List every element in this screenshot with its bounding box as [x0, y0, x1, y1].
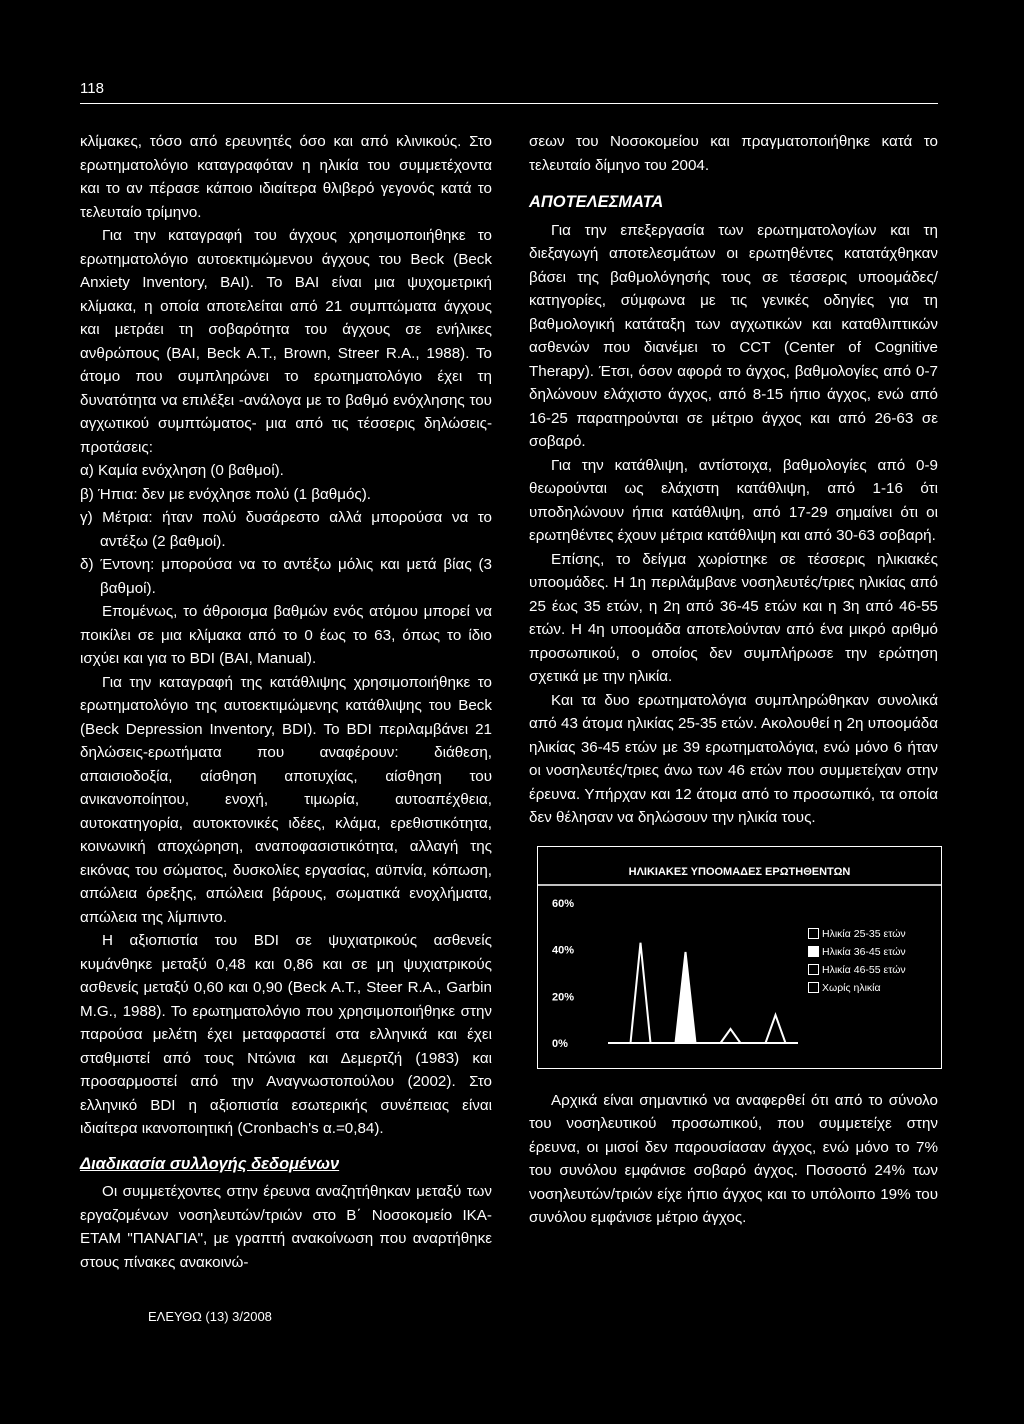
- y-tick-label: 0%: [552, 1037, 568, 1050]
- section-heading: ΑΠΟΤΕΛΕΣΜΑΤΑ: [529, 193, 664, 211]
- paragraph: Για την καταγραφή του άγχους χρησιμοποιήθηκε το ερωτηματολόγιο αυτοεκτιμώμενου άγχους του Beck (Beck Anxiety Inventory, BAI). Το BAI είναι μια ψυχομετρική κλίμακα, η οποία αποτελείται από 21 συμπτώματα άγχους και μετράει τη σοβαρότητα του άγχους σε ενήλικες ανθρώπους (BAI, Beck A.T., Brown, Streer R.A., 1988). Το άτομο που συμπληρώνει το ερωτηματολόγιο έχει τη δυνατότητα να επιλέξει -ανάλογα με το βαθμό ενόχλησης του αγχωτικού συμπτώματος- μια από τις τέσσερις δηλώσεις-προτάσεις:: [80, 227, 492, 456]
- legend-item: [808, 979, 906, 997]
- legend-label: Χωρίς ηλικία: [822, 981, 881, 994]
- header-rule: [80, 103, 938, 104]
- list-item: δ) Έντονη: μπορούσα να το αντέξω μόλις και μετά βίας (3 βαθμοί).: [80, 556, 492, 597]
- list-item: β) Ήπια: δεν με ενόχλησε πολύ (1 βαθμός).: [80, 485, 372, 503]
- section-heading: Διαδικασία συλλογής δεδομένων: [80, 1154, 340, 1173]
- legend-label: Ηλικία 25-35 ετών: [822, 927, 906, 940]
- page-number: 118: [80, 80, 104, 97]
- paragraph: Οι συμμετέχοντες στην έρευνα αναζητήθηκαν μεταξύ των εργαζομένων νοσηλευτών/τριών στο Β΄ Νοσοκομείο ΙΚΑ-ΕΤΑΜ "ΠΑΝΑΓΙΑ", με γραπτή ανακοίνωση που αναρτήθηκε στους πίνακες ανακοινώ-: [80, 1183, 492, 1271]
- series-peak: [676, 952, 696, 1043]
- footer-journal: ΕΛΕΥΘΩ (13) 3/2008: [148, 1309, 272, 1324]
- paragraph: κλίμακες, τόσο από ερευνητές όσο και από κλινικούς. Στο ερωτηματολόγιο καταγραφόταν η ηλικία του συμμετέχοντα και το αν πέρασε κάποιο ιδιαίτερα θλιβερό γεγονός κατά το τελευταίο τρίμηνο.: [80, 133, 492, 221]
- series-peak: [721, 1029, 741, 1043]
- right-column: [529, 130, 938, 1230]
- y-tick-label: 60%: [552, 897, 575, 910]
- series-peak: [766, 1015, 786, 1043]
- left-column: [80, 130, 492, 1274]
- paragraph: Η αξιοπιστία του BDI σε ψυχιατρικούς ασθενείς κυμάνθηκε μεταξύ 0,48 και 0,86 και σε μη ψυχιατρικούς ασθενείς μεταξύ 0,60 και 0,90 (Beck A.T., Steer R.A., Garbin M.G., 1988). Το ερωτηματολόγιο που χρησιμοποιήθηκε στην παρούσα μελέτη έχει μεταφραστεί στα ελληνικά και έχει σταθμιστεί από τους Ντώνια και Δεμερτζή (1983) και προσαρμοστεί από την Αναγνωστοπούλου (2002). Στο ελληνικό BDI η αξιοπιστία εσωτερικής συνέπειας είναι ιδιαίτερα ικανοποιητική (Cronbach's α.=0,84).: [80, 932, 492, 1137]
- chart-legend: [808, 925, 906, 997]
- legend-swatch-icon: [808, 928, 819, 939]
- list-item: α) Καμία ενόχληση (0 βαθμοί).: [80, 462, 284, 479]
- legend-label: Ηλικία 36-45 ετών: [822, 945, 906, 958]
- y-tick-label: 40%: [552, 944, 575, 957]
- legend-swatch-icon: [808, 946, 819, 957]
- legend-item: [808, 961, 906, 979]
- chart-title: ΗΛΙΚΙΑΚΕΣ ΥΠΟΟΜΑΔΕΣ ΕΡΩΤΗΘΕΝΤΩΝ: [628, 865, 851, 878]
- paragraph: Για την κατάθλιψη, αντίστοιχα, βαθμολογίες από 0-9 θεωρούνται ως ελάχιστη κατάθλιψη, από 1-16 ότι υποδηλώνουν ήπια κατάθλιψη, από 17-29 σημαίνει ότι οι ερωτηθέντες έχουν μέτρια κατάθλιψη και από 30-63 σοβαρή.: [529, 456, 938, 544]
- paragraph: Αρχικά είναι σημαντικό να αναφερθεί ότι από το σύνολο του νοσηλευτικού προσωπικού, που συμμετείχε στην έρευνα, οι μισοί δεν παρουσίασαν άγχος, ενώ μόνο το 7% του συνόλου εμφάνισε σοβαρό άγχος. Ποσοστό 24% των νοσηλευτών/τριών είχε ήπιο άγχος και το υπόλοιπο 19% του συνόλου εμφάνισε μέτριο άγχος.: [529, 1091, 938, 1226]
- paragraph: Επίσης, το δείγμα χωρίστηκε σε τέσσερις ηλικιακές υποομάδες. Η 1η περιλάμβανε νοσηλευτές/τριες ηλικίας από 25 έως 35 ετών, η 2η από 36-45 ετών και η 3η από 46-55 ετών. Η 4η υποομάδα αποτελούνταν από ένα μικρό αριθμό προσωπικού, ο οποίος δεν συμπλήρωσε την ερώτηση σχετικά με την ηλικία.: [529, 550, 938, 685]
- paragraph: Για την καταγραφή της κατάθλιψης χρησιμοποιήθηκε το ερωτηματολόγιο της αυτοεκτιμώμενης κατάθλιψης του Beck (Beck Depression Inventory, BDI). Το BDI περιλαμβάνει 21 δηλώσεις-ερωτήματα που αναφέρουν: διάθεση, απαισιοδοξία, αίσθηση αποτυχίας, αίσθηση του ανικανοποίητου, ενοχή, τιμωρία, αυτοαπέχθεια, αυτοκατηγορία, αυτοκτονικές ιδέες, κλάμα, ερεθιστικότητα, κοινωνική αποχώρηση, αναποφασιστικότητα, αλλαγή της εικόνας του σώματος, δυσκολίες εργασίας, αϋπνία, κόπωση, απώλεια όρεξης, απώλεια βάρους, σωματικά ενοχλήματα, απώλεια της λίμπιντο.: [80, 673, 492, 926]
- legend-item: [808, 943, 906, 961]
- age-groups-chart: [537, 846, 942, 1069]
- series-peak: [631, 942, 651, 1042]
- legend-swatch-icon: [808, 964, 819, 975]
- legend-label: Ηλικία 46-55 ετών: [822, 963, 906, 976]
- paragraph: σεων του Νοσοκομείου και πραγματοποιήθηκε κατά το τελευταίο δίμηνο του 2004.: [529, 133, 938, 174]
- legend-swatch-icon: [808, 982, 819, 993]
- y-tick-label: 20%: [552, 990, 575, 1003]
- list-item: γ) Μέτρια: ήταν πολύ δυσάρεστο αλλά μπορούσα να το αντέξω (2 βαθμοί).: [80, 509, 492, 550]
- paragraph: Και τα δυο ερωτηματολόγια συμπληρώθηκαν συνολικά από 43 άτομα ηλικίας 25-35 ετών. Ακολουθεί η 2η υποομάδα ηλικίας 36-45 ετών με 39 ερωτηματολόγια, ενώ μόνο 6 ήταν οι νοσηλευτές/τριες άνω των 46 ετών που συμμετείχαν στην έρευνα. Υπήρχαν και 12 άτομα από το προσωπικό, τα οποία δεν θέλησαν να δηλώσουν την ηλικία τους.: [529, 691, 938, 826]
- legend-item: [808, 925, 906, 943]
- paragraph: Επομένως, το άθροισμα βαθμών ενός ατόμου μπορεί να ποικίλει σε μια κλίμακα από το 0 έως το 63, όπως το ίδιο ισχύει και για το BDI (BAI, Manual).: [80, 603, 492, 667]
- paragraph: Για την επεξεργασία των ερωτηματολογίων και τη διεξαγωγή αποτελεσμάτων οι ερωτηθέντες κατατάχθηκαν βάσει της βαθμολόγησής τους σε τέσσερις υποομάδες/κατηγορίες, σύμφωνα με τις γενικές οδηγίες για τη βαθμολογική κατάταξη των αγχωτικών και καταθλιπτικών ασθενών που διανέμει το CCT (Center of Cognitive Therapy). Έτσι, όσον αφορά το άγχος, βαθμολογίες από 0-7 δηλώνουν ελάχιστο άγχος, από 8-15 ήπιο άγχος, ενώ από 16-25 παρατηρούνται σε μέτριο άγχος και από 26-63 σε σοβαρό.: [529, 221, 938, 450]
